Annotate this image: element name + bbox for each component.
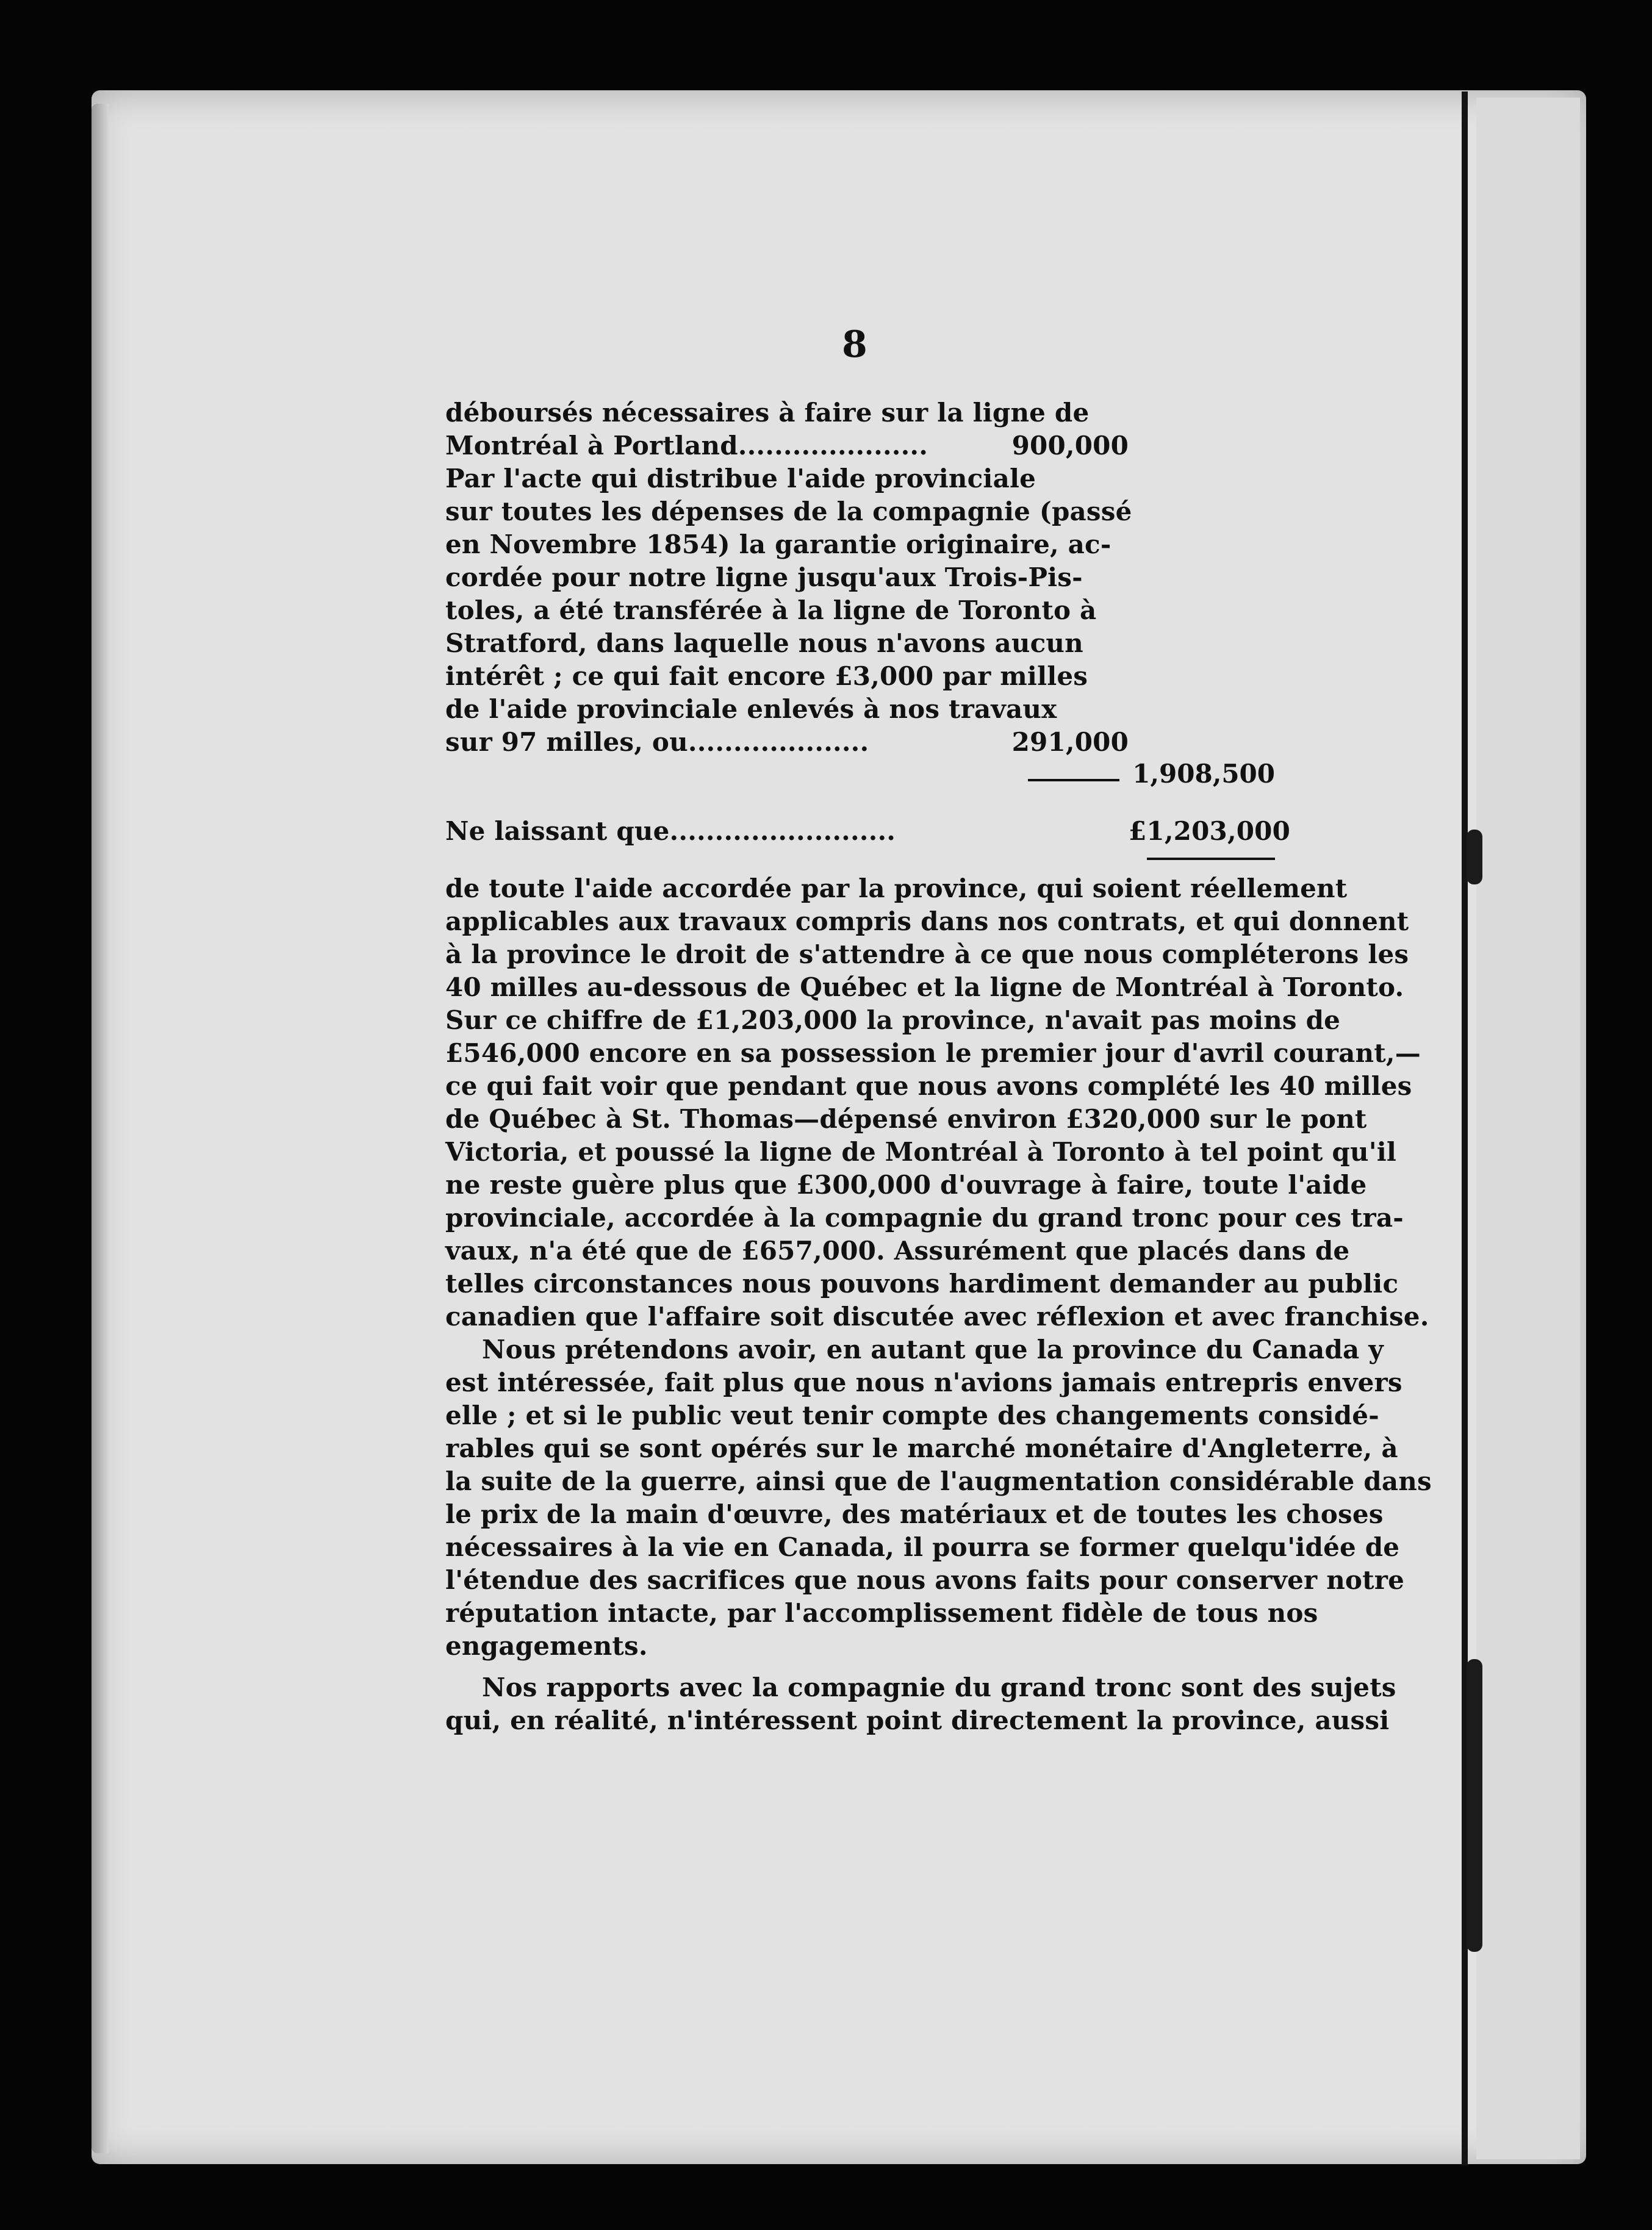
text-line: le prix de la main d'œuvre, des matériaux et de toutes les choses xyxy=(445,1499,1384,1529)
page-left-edge xyxy=(92,104,109,2153)
ledger-text-line: Stratford, dans laquelle nous n'avons aucun xyxy=(445,628,1083,658)
remainder-amount: £1,203,000 xyxy=(1129,816,1291,846)
text-line: applicables aux travaux compris dans nos contrats, et qui donnent xyxy=(445,906,1409,936)
text-line: à la province le droit de s'attendre à ce que nous compléterons les xyxy=(445,939,1409,969)
text-line: la suite de la guerre, ainsi que de l'augmentation considérable dans xyxy=(445,1466,1432,1496)
text-line: rables qui se sont opérés sur le marché monétaire d'Angleterre, à xyxy=(445,1433,1398,1463)
remainder-label: Ne laissant que......................... xyxy=(445,816,896,846)
text-line: est intéressée, fait plus que nous n'avions jamais entrepris envers xyxy=(445,1368,1402,1397)
text-line: ne reste guère plus que £300,000 d'ouvrage à faire, toute l'aide xyxy=(445,1170,1367,1200)
ledger-text-line: déboursés nécessaires à faire sur la ligne de xyxy=(445,398,1090,428)
ledger-entry xyxy=(445,462,1275,759)
ledger-text-line: Montréal à Portland..................... xyxy=(445,431,928,461)
text-line: réputation intacte, par l'accomplissement fidèle de tous nos xyxy=(445,1598,1318,1628)
text-line: Nous prétendons avoir, en autant que la province du Canada y xyxy=(482,1335,1384,1364)
text-line: Victoria, et poussé la ligne de Montréal à Toronto à tel point qu'il xyxy=(445,1137,1397,1167)
subtotal-row xyxy=(445,759,1275,792)
text-line: ce qui fait voir que pendant que nous avons complété les 40 milles xyxy=(445,1071,1412,1101)
text-line: 40 milles au-dessous de Québec et la ligne de Montréal à Toronto. xyxy=(445,972,1404,1002)
binding-knot xyxy=(1467,830,1482,884)
ledger-entry xyxy=(445,396,1275,462)
ledger-text-line: en Novembre 1854) la garantie originaire, ac- xyxy=(445,529,1112,559)
subtotal-amount: 1,908,500 xyxy=(1132,759,1275,789)
remainder-row xyxy=(445,815,1291,848)
text-line: qui, en réalité, n'intéressent point directement la province, aussi xyxy=(445,1705,1390,1735)
text-block xyxy=(445,342,1432,1737)
text-line: l'étendue des sacrifices que nous avons faits pour conserver notre xyxy=(445,1565,1404,1595)
ledger-text-line: intérêt ; ce qui fait encore £3,000 par milles xyxy=(445,661,1088,691)
ledger-text-line: sur toutes les dépenses de la compagnie (passé xyxy=(445,497,1132,526)
text-line: canadien que l'affaire soit discutée avec réflexion et avec franchise. xyxy=(445,1302,1429,1332)
text-line: de toute l'aide accordée par la province, qui soient réellement xyxy=(445,873,1348,903)
text-line: de Québec à St. Thomas—dépensé environ £320,000 sur le pont xyxy=(445,1104,1367,1134)
subtotal-rule xyxy=(1028,779,1119,781)
ledger-text-line: Par l'acte qui distribue l'aide provinciale xyxy=(445,464,1036,493)
ledger-text-line: sur 97 milles, ou.................... xyxy=(445,727,869,757)
body-text xyxy=(445,872,1432,1737)
text-line: £546,000 encore en sa possession le premier jour d'avril courant,— xyxy=(445,1038,1421,1068)
paragraph xyxy=(445,872,1429,1333)
paragraph xyxy=(445,1671,1396,1737)
text-line: nécessaires à la vie en Canada, il pourra se former quelqu'idée de xyxy=(445,1532,1400,1562)
text-line: telles circonstances nous pouvons hardiment demander au public xyxy=(445,1269,1399,1299)
ledger-text-line: de l'aide provinciale enlevés à nos travaux xyxy=(445,694,1057,724)
ledger-text-line: cordée pour notre ligne jusqu'aux Trois-Pis- xyxy=(445,562,1083,592)
text-line: vaux, n'a été que de £657,000. Assurément que placés dans de xyxy=(445,1236,1350,1266)
text-line: Nos rapports avec la compagnie du grand tronc sont des sujets xyxy=(482,1672,1396,1702)
binding-knot xyxy=(1467,1659,1482,1952)
ledger-amount: 291,000 xyxy=(1011,727,1129,757)
facing-page-margin xyxy=(1476,98,1580,2159)
text-line: elle ; et si le public veut tenir compte des changements considé- xyxy=(445,1400,1379,1430)
text-line: Sur ce chiffre de £1,203,000 la province, n'avait pas moins de xyxy=(445,1005,1341,1035)
ledger-text-line: toles, a été transférée à la ligne de Toronto à xyxy=(445,595,1097,625)
paragraph xyxy=(445,1333,1432,1663)
ledger-amount: 900,000 xyxy=(1011,431,1129,461)
page-number: 8 xyxy=(842,323,867,366)
text-line: engagements. xyxy=(445,1631,648,1661)
text-line: provinciale, accordée à la compagnie du grand tronc pour ces tra- xyxy=(445,1203,1404,1233)
